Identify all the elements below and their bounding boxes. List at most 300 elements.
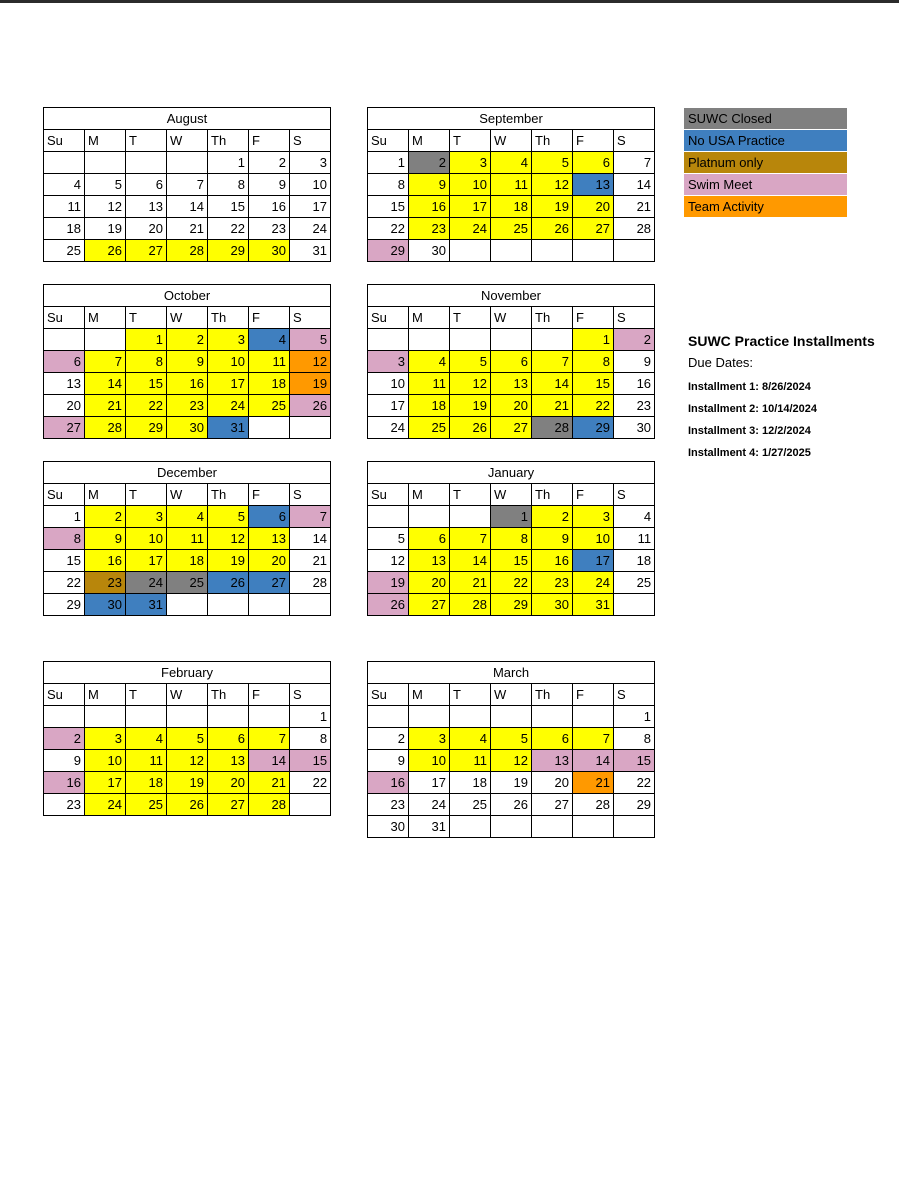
day-header: Su xyxy=(44,484,85,506)
day-header: F xyxy=(573,484,614,506)
empty-cell xyxy=(126,152,167,174)
day-cell: 29 xyxy=(614,794,655,816)
installments-title: SUWC Practice Installments xyxy=(688,333,875,349)
day-header: M xyxy=(85,484,126,506)
day-cell: 3 xyxy=(573,506,614,528)
day-cell: 10 xyxy=(368,373,409,395)
empty-cell xyxy=(208,706,249,728)
day-cell: 20 xyxy=(532,772,573,794)
day-cell: 22 xyxy=(573,395,614,417)
day-cell: 6 xyxy=(532,728,573,750)
day-cell: 18 xyxy=(450,772,491,794)
installment-4: Installment 4: 1/27/2025 xyxy=(688,447,811,459)
day-cell: 7 xyxy=(290,506,331,528)
day-cell: 24 xyxy=(573,572,614,594)
day-cell: 31 xyxy=(126,594,167,616)
day-cell: 11 xyxy=(249,351,290,373)
empty-cell xyxy=(368,706,409,728)
day-header: M xyxy=(409,130,450,152)
day-cell: 24 xyxy=(409,794,450,816)
installment-1: Installment 1: 8/26/2024 xyxy=(688,381,811,393)
day-cell: 9 xyxy=(249,174,290,196)
day-cell: 9 xyxy=(368,750,409,772)
day-header: Su xyxy=(368,307,409,329)
day-cell: 1 xyxy=(368,152,409,174)
day-cell: 15 xyxy=(44,550,85,572)
day-cell: 30 xyxy=(249,240,290,262)
installments-subtitle: Due Dates: xyxy=(688,355,754,370)
empty-cell xyxy=(491,329,532,351)
day-cell: 29 xyxy=(491,594,532,616)
day-cell: 31 xyxy=(409,816,450,838)
empty-cell xyxy=(450,506,491,528)
empty-cell xyxy=(249,417,290,439)
day-cell: 23 xyxy=(614,395,655,417)
top-border-line xyxy=(0,0,899,3)
day-header: F xyxy=(573,307,614,329)
day-cell: 21 xyxy=(167,218,208,240)
empty-cell xyxy=(409,706,450,728)
day-cell: 13 xyxy=(409,550,450,572)
month-january xyxy=(367,461,655,616)
day-header: S xyxy=(290,684,331,706)
day-cell: 18 xyxy=(126,772,167,794)
day-cell: 19 xyxy=(208,550,249,572)
day-cell: 26 xyxy=(290,395,331,417)
day-cell: 17 xyxy=(208,373,249,395)
empty-cell xyxy=(208,594,249,616)
day-cell: 13 xyxy=(126,196,167,218)
day-cell: 4 xyxy=(409,351,450,373)
day-cell: 1 xyxy=(614,706,655,728)
day-cell: 5 xyxy=(208,506,249,528)
day-cell: 27 xyxy=(532,794,573,816)
day-cell: 2 xyxy=(85,506,126,528)
day-cell: 9 xyxy=(167,351,208,373)
day-cell: 10 xyxy=(290,174,331,196)
day-cell: 17 xyxy=(409,772,450,794)
day-header: Th xyxy=(208,307,249,329)
day-cell: 4 xyxy=(167,506,208,528)
empty-cell xyxy=(450,329,491,351)
day-cell: 22 xyxy=(614,772,655,794)
day-header: W xyxy=(491,307,532,329)
day-cell: 1 xyxy=(208,152,249,174)
day-cell: 21 xyxy=(614,196,655,218)
day-cell: 11 xyxy=(450,750,491,772)
day-header: Th xyxy=(532,484,573,506)
day-cell: 17 xyxy=(126,550,167,572)
empty-cell xyxy=(126,706,167,728)
installment-2: Installment 2: 10/14/2024 xyxy=(688,403,818,415)
day-cell: 22 xyxy=(491,572,532,594)
day-cell: 11 xyxy=(409,373,450,395)
day-cell: 23 xyxy=(85,572,126,594)
day-cell: 9 xyxy=(409,174,450,196)
day-cell: 14 xyxy=(532,373,573,395)
day-header: Su xyxy=(368,130,409,152)
day-cell: 13 xyxy=(44,373,85,395)
day-cell: 3 xyxy=(368,351,409,373)
day-cell: 3 xyxy=(126,506,167,528)
empty-cell xyxy=(573,706,614,728)
day-cell: 10 xyxy=(573,528,614,550)
day-cell: 8 xyxy=(290,728,331,750)
empty-cell xyxy=(44,152,85,174)
day-cell: 16 xyxy=(532,550,573,572)
day-cell: 11 xyxy=(491,174,532,196)
day-cell: 16 xyxy=(614,373,655,395)
day-cell: 11 xyxy=(44,196,85,218)
day-cell: 8 xyxy=(208,174,249,196)
empty-cell xyxy=(450,240,491,262)
day-cell: 4 xyxy=(614,506,655,528)
day-cell: 20 xyxy=(44,395,85,417)
month-title: August xyxy=(44,108,331,130)
day-cell: 19 xyxy=(167,772,208,794)
day-cell: 25 xyxy=(491,218,532,240)
day-cell: 20 xyxy=(409,572,450,594)
day-cell: 2 xyxy=(614,329,655,351)
day-cell: 21 xyxy=(532,395,573,417)
day-header: F xyxy=(249,130,290,152)
day-cell: 16 xyxy=(368,772,409,794)
empty-cell xyxy=(167,152,208,174)
day-cell: 7 xyxy=(573,728,614,750)
day-cell: 20 xyxy=(491,395,532,417)
day-header: S xyxy=(290,130,331,152)
day-header: W xyxy=(491,684,532,706)
day-cell: 20 xyxy=(249,550,290,572)
day-header: Th xyxy=(532,130,573,152)
day-cell: 30 xyxy=(614,417,655,439)
day-cell: 10 xyxy=(208,351,249,373)
day-header: F xyxy=(573,130,614,152)
day-cell: 28 xyxy=(167,240,208,262)
day-cell: 27 xyxy=(491,417,532,439)
day-cell: 7 xyxy=(85,351,126,373)
day-cell: 6 xyxy=(409,528,450,550)
day-cell: 4 xyxy=(44,174,85,196)
day-header: Su xyxy=(368,484,409,506)
day-header: W xyxy=(167,130,208,152)
day-cell: 16 xyxy=(85,550,126,572)
day-cell: 1 xyxy=(491,506,532,528)
legend-item-meet: Swim Meet xyxy=(684,174,848,196)
day-header: Su xyxy=(44,130,85,152)
day-cell: 11 xyxy=(614,528,655,550)
empty-cell xyxy=(450,706,491,728)
day-cell: 11 xyxy=(167,528,208,550)
day-cell: 5 xyxy=(290,329,331,351)
day-cell: 23 xyxy=(44,794,85,816)
day-cell: 9 xyxy=(532,528,573,550)
legend-item-nousa: No USA Practice xyxy=(684,130,848,152)
day-cell: 18 xyxy=(409,395,450,417)
day-cell: 23 xyxy=(167,395,208,417)
day-cell: 10 xyxy=(85,750,126,772)
empty-cell xyxy=(85,706,126,728)
day-cell: 16 xyxy=(167,373,208,395)
day-cell: 5 xyxy=(491,728,532,750)
month-title: September xyxy=(368,108,655,130)
month-title: March xyxy=(368,662,655,684)
day-cell: 29 xyxy=(126,417,167,439)
day-cell: 2 xyxy=(368,728,409,750)
day-cell: 6 xyxy=(491,351,532,373)
day-cell: 9 xyxy=(44,750,85,772)
day-cell: 7 xyxy=(450,528,491,550)
day-cell: 3 xyxy=(290,152,331,174)
day-cell: 25 xyxy=(409,417,450,439)
day-cell: 28 xyxy=(85,417,126,439)
month-march xyxy=(367,661,655,838)
day-cell: 24 xyxy=(368,417,409,439)
day-cell: 16 xyxy=(409,196,450,218)
day-cell: 5 xyxy=(450,351,491,373)
day-header: Th xyxy=(208,130,249,152)
empty-cell xyxy=(368,506,409,528)
day-cell: 26 xyxy=(491,794,532,816)
legend-item-team: Team Activity xyxy=(684,196,848,218)
day-cell: 8 xyxy=(126,351,167,373)
day-cell: 17 xyxy=(85,772,126,794)
legend-item-plat: Platnum only xyxy=(684,152,848,174)
month-october xyxy=(43,284,331,439)
day-cell: 6 xyxy=(208,728,249,750)
month-august xyxy=(43,107,331,262)
day-header: T xyxy=(126,484,167,506)
day-cell: 5 xyxy=(85,174,126,196)
day-cell: 16 xyxy=(44,772,85,794)
day-header: W xyxy=(491,130,532,152)
day-cell: 12 xyxy=(290,351,331,373)
day-cell: 8 xyxy=(573,351,614,373)
day-cell: 29 xyxy=(368,240,409,262)
day-cell: 28 xyxy=(532,417,573,439)
day-cell: 25 xyxy=(450,794,491,816)
day-cell: 8 xyxy=(614,728,655,750)
day-cell: 15 xyxy=(573,373,614,395)
day-cell: 13 xyxy=(532,750,573,772)
empty-cell xyxy=(614,594,655,616)
day-cell: 2 xyxy=(409,152,450,174)
day-cell: 18 xyxy=(167,550,208,572)
day-header: M xyxy=(409,684,450,706)
day-header: M xyxy=(85,684,126,706)
installment-3: Installment 3: 12/2/2024 xyxy=(688,425,811,437)
day-cell: 27 xyxy=(573,218,614,240)
empty-cell xyxy=(450,816,491,838)
day-cell: 12 xyxy=(167,750,208,772)
day-cell: 20 xyxy=(126,218,167,240)
day-header: Th xyxy=(208,684,249,706)
day-cell: 4 xyxy=(491,152,532,174)
day-cell: 12 xyxy=(85,196,126,218)
empty-cell xyxy=(368,329,409,351)
day-cell: 23 xyxy=(409,218,450,240)
day-cell: 27 xyxy=(44,417,85,439)
month-february xyxy=(43,661,331,816)
day-cell: 13 xyxy=(208,750,249,772)
empty-cell xyxy=(85,152,126,174)
day-header: W xyxy=(167,684,208,706)
day-header: M xyxy=(409,484,450,506)
day-cell: 8 xyxy=(491,528,532,550)
day-cell: 5 xyxy=(368,528,409,550)
day-cell: 22 xyxy=(368,218,409,240)
day-cell: 28 xyxy=(614,218,655,240)
day-header: T xyxy=(126,684,167,706)
day-header: S xyxy=(614,130,655,152)
day-cell: 11 xyxy=(126,750,167,772)
empty-cell xyxy=(532,706,573,728)
legend-item-closed: SUWC Closed xyxy=(684,108,848,130)
day-cell: 4 xyxy=(450,728,491,750)
day-header: Th xyxy=(208,484,249,506)
day-cell: 3 xyxy=(409,728,450,750)
day-header: F xyxy=(249,684,290,706)
day-cell: 13 xyxy=(573,174,614,196)
day-header: S xyxy=(290,307,331,329)
empty-cell xyxy=(44,329,85,351)
day-cell: 19 xyxy=(85,218,126,240)
day-cell: 24 xyxy=(208,395,249,417)
day-cell: 21 xyxy=(290,550,331,572)
day-cell: 19 xyxy=(290,373,331,395)
day-cell: 18 xyxy=(44,218,85,240)
day-cell: 9 xyxy=(614,351,655,373)
day-cell: 14 xyxy=(249,750,290,772)
day-cell: 23 xyxy=(368,794,409,816)
day-cell: 6 xyxy=(573,152,614,174)
day-cell: 22 xyxy=(208,218,249,240)
day-header: T xyxy=(450,484,491,506)
day-header: Su xyxy=(44,307,85,329)
day-cell: 27 xyxy=(126,240,167,262)
day-cell: 3 xyxy=(208,329,249,351)
day-cell: 7 xyxy=(614,152,655,174)
day-cell: 13 xyxy=(249,528,290,550)
month-title: February xyxy=(44,662,331,684)
day-cell: 26 xyxy=(167,794,208,816)
day-cell: 21 xyxy=(249,772,290,794)
day-cell: 15 xyxy=(126,373,167,395)
day-header: S xyxy=(614,684,655,706)
day-cell: 26 xyxy=(368,594,409,616)
day-cell: 25 xyxy=(614,572,655,594)
day-header: Th xyxy=(532,307,573,329)
day-cell: 1 xyxy=(290,706,331,728)
day-cell: 17 xyxy=(368,395,409,417)
day-cell: 23 xyxy=(532,572,573,594)
day-cell: 6 xyxy=(126,174,167,196)
day-header: F xyxy=(249,307,290,329)
day-header: T xyxy=(126,307,167,329)
day-cell: 15 xyxy=(290,750,331,772)
day-cell: 17 xyxy=(450,196,491,218)
day-header: S xyxy=(614,484,655,506)
day-cell: 21 xyxy=(573,772,614,794)
empty-cell xyxy=(532,329,573,351)
empty-cell xyxy=(85,329,126,351)
month-december xyxy=(43,461,331,616)
day-cell: 22 xyxy=(126,395,167,417)
day-cell: 12 xyxy=(450,373,491,395)
day-cell: 7 xyxy=(249,728,290,750)
day-cell: 21 xyxy=(450,572,491,594)
empty-cell xyxy=(44,706,85,728)
empty-cell xyxy=(532,816,573,838)
day-cell: 30 xyxy=(85,594,126,616)
day-cell: 15 xyxy=(614,750,655,772)
day-cell: 28 xyxy=(573,794,614,816)
day-cell: 31 xyxy=(208,417,249,439)
empty-cell xyxy=(573,816,614,838)
day-header: F xyxy=(573,684,614,706)
day-header: T xyxy=(450,684,491,706)
day-cell: 2 xyxy=(532,506,573,528)
day-cell: 29 xyxy=(573,417,614,439)
day-header: T xyxy=(126,130,167,152)
day-cell: 12 xyxy=(368,550,409,572)
day-cell: 25 xyxy=(249,395,290,417)
day-cell: 31 xyxy=(573,594,614,616)
day-cell: 28 xyxy=(290,572,331,594)
day-cell: 25 xyxy=(126,794,167,816)
day-cell: 4 xyxy=(249,329,290,351)
day-header: W xyxy=(491,484,532,506)
day-cell: 26 xyxy=(450,417,491,439)
day-cell: 26 xyxy=(85,240,126,262)
month-title: January xyxy=(368,462,655,484)
day-cell: 8 xyxy=(44,528,85,550)
day-cell: 20 xyxy=(208,772,249,794)
day-cell: 14 xyxy=(573,750,614,772)
day-cell: 1 xyxy=(573,329,614,351)
day-cell: 30 xyxy=(167,417,208,439)
day-header: F xyxy=(249,484,290,506)
day-cell: 2 xyxy=(44,728,85,750)
day-cell: 5 xyxy=(532,152,573,174)
day-header: T xyxy=(450,307,491,329)
empty-cell xyxy=(491,816,532,838)
day-cell: 18 xyxy=(249,373,290,395)
empty-cell xyxy=(573,240,614,262)
day-cell: 30 xyxy=(409,240,450,262)
month-title: October xyxy=(44,285,331,307)
day-cell: 3 xyxy=(85,728,126,750)
day-cell: 12 xyxy=(208,528,249,550)
day-cell: 26 xyxy=(532,218,573,240)
day-cell: 1 xyxy=(44,506,85,528)
empty-cell xyxy=(167,594,208,616)
day-header: M xyxy=(409,307,450,329)
day-cell: 20 xyxy=(573,196,614,218)
day-cell: 16 xyxy=(249,196,290,218)
empty-cell xyxy=(491,240,532,262)
day-header: Th xyxy=(532,684,573,706)
day-cell: 15 xyxy=(491,550,532,572)
day-cell: 2 xyxy=(167,329,208,351)
day-header: M xyxy=(85,307,126,329)
day-cell: 10 xyxy=(126,528,167,550)
day-cell: 18 xyxy=(614,550,655,572)
day-cell: 3 xyxy=(450,152,491,174)
day-cell: 17 xyxy=(290,196,331,218)
day-cell: 9 xyxy=(85,528,126,550)
day-cell: 24 xyxy=(290,218,331,240)
